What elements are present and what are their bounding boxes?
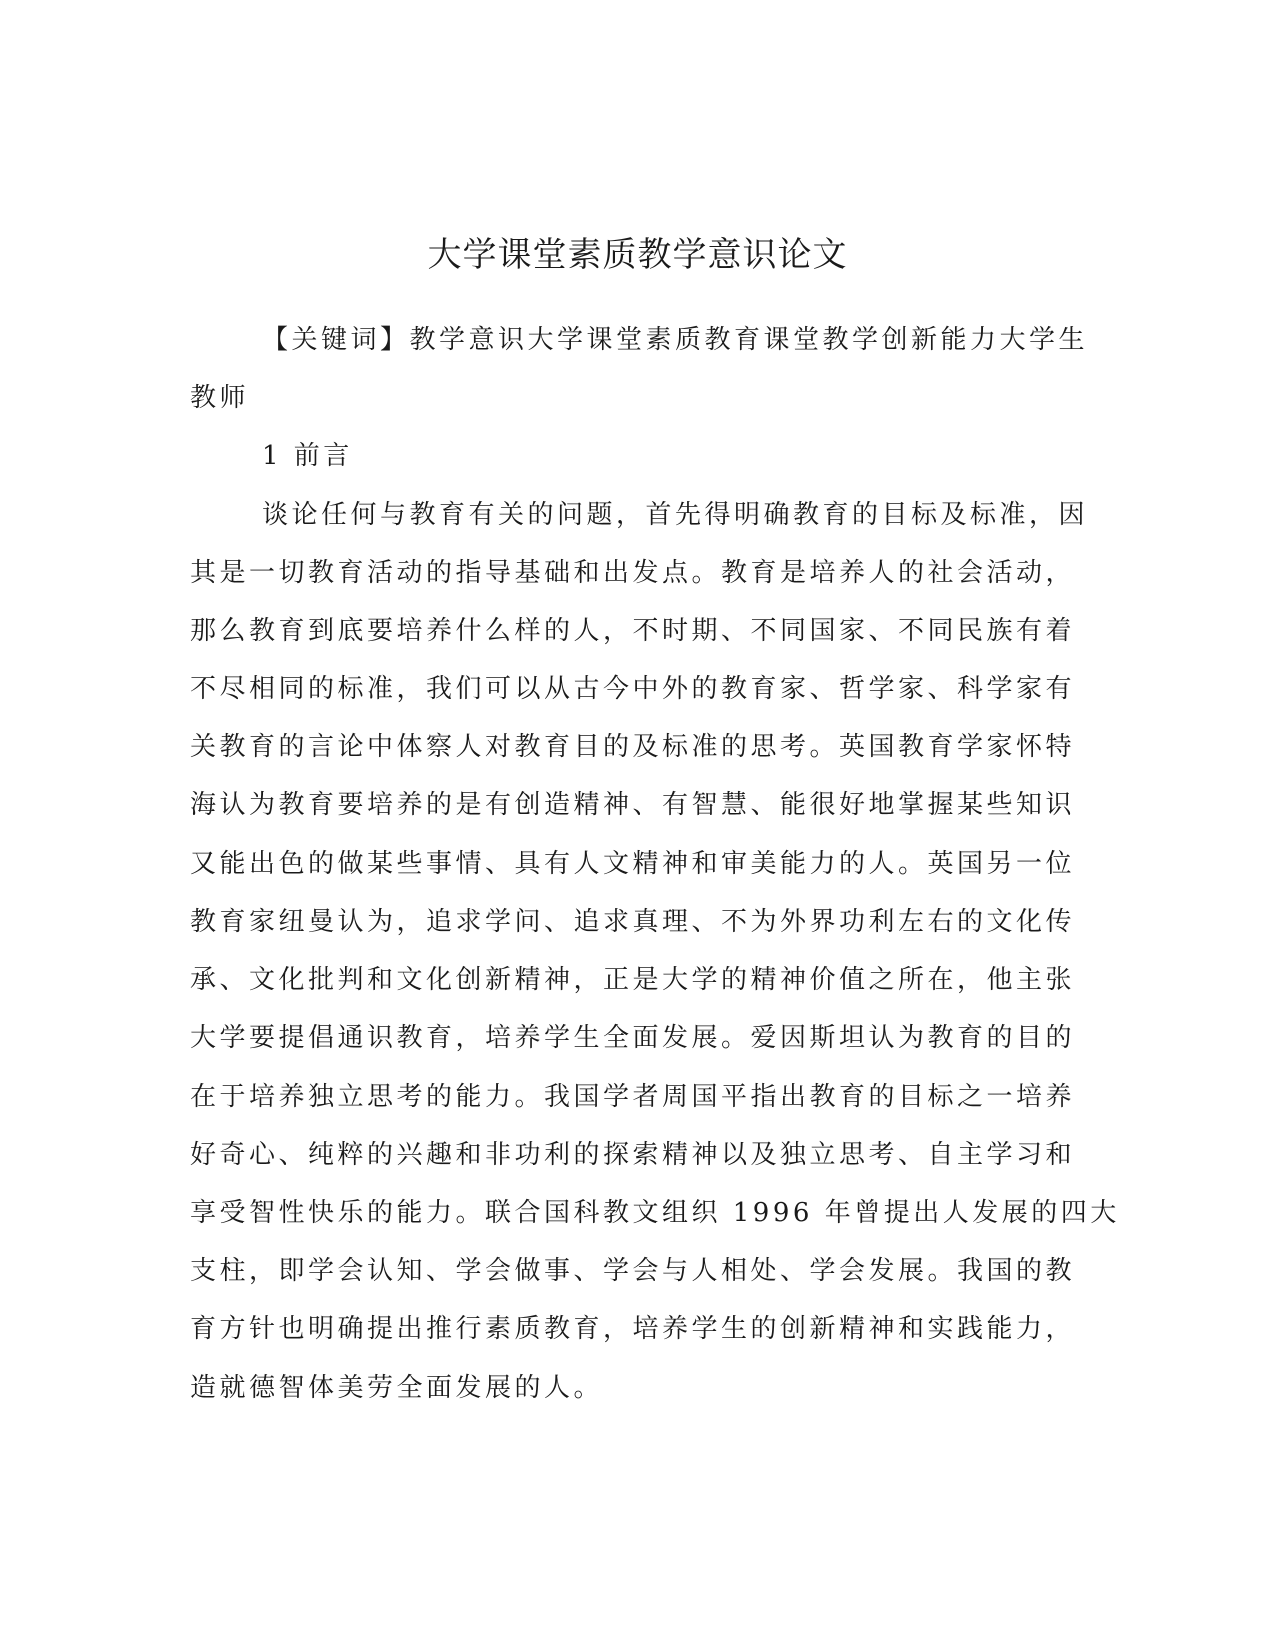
paragraph-line: 造就德智体美劳全面发展的人。 [190, 1373, 604, 1403]
document-title: 大学课堂素质教学意识论文 [427, 234, 848, 275]
paragraph-line: 在于培养独立思考的能力。我国学者周国平指出教育的目标之一培养 [190, 1082, 1076, 1112]
paragraph-line: 教育家纽曼认为，追求学问、追求真理、不为外界功利左右的文化传 [190, 907, 1076, 937]
paragraph-line: 支柱，即学会认知、学会做事、学会与人相处、学会发展。我国的教 [190, 1256, 1076, 1286]
paragraph-line: 其是一切教育活动的指导基础和出发点。教育是培养人的社会活动， [190, 558, 1076, 588]
paragraph-line: 不尽相同的标准，我们可以从古今中外的教育家、哲学家、科学家有 [190, 674, 1076, 704]
paragraph-line: 海认为教育要培养的是有创造精神、有智慧、能很好地掌握某些知识 [190, 790, 1076, 820]
paragraph-line: 享受智性快乐的能力。联合国科教文组织 1996 年曾提出人发展的四大 [190, 1198, 1120, 1228]
paragraph-line: 谈论任何与教育有关的问题，首先得明确教育的目标及标准，因 [262, 500, 1089, 530]
paragraph-line: 育方针也明确提出推行素质教育，培养学生的创新精神和实践能力， [190, 1314, 1076, 1344]
paragraph-line: 那么教育到底要培养什么样的人，不时期、不同国家、不同民族有着 [190, 616, 1076, 646]
paragraph-line: 承、文化批判和文化创新精神，正是大学的精神价值之所在，他主张 [190, 965, 1076, 995]
paragraph-line: 又能出色的做某些事情、具有人文精神和审美能力的人。英国另一位 [190, 849, 1076, 879]
paragraph-line: 关教育的言论中体察人对教育目的及标准的思考。英国教育学家怀特 [190, 732, 1076, 762]
paragraph-line: 大学要提倡通识教育，培养学生全面发展。爱因斯坦认为教育的目的 [190, 1023, 1076, 1053]
keywords-line: 【关键词】教学意识大学课堂素质教育课堂教学创新能力大学生 [262, 325, 1089, 355]
section-heading: 1 前言 [262, 441, 353, 471]
paragraph-line: 好奇心、纯粹的兴趣和非功利的探索精神以及独立思考、自主学习和 [190, 1140, 1076, 1170]
keywords-line-continued: 教师 [190, 383, 250, 413]
